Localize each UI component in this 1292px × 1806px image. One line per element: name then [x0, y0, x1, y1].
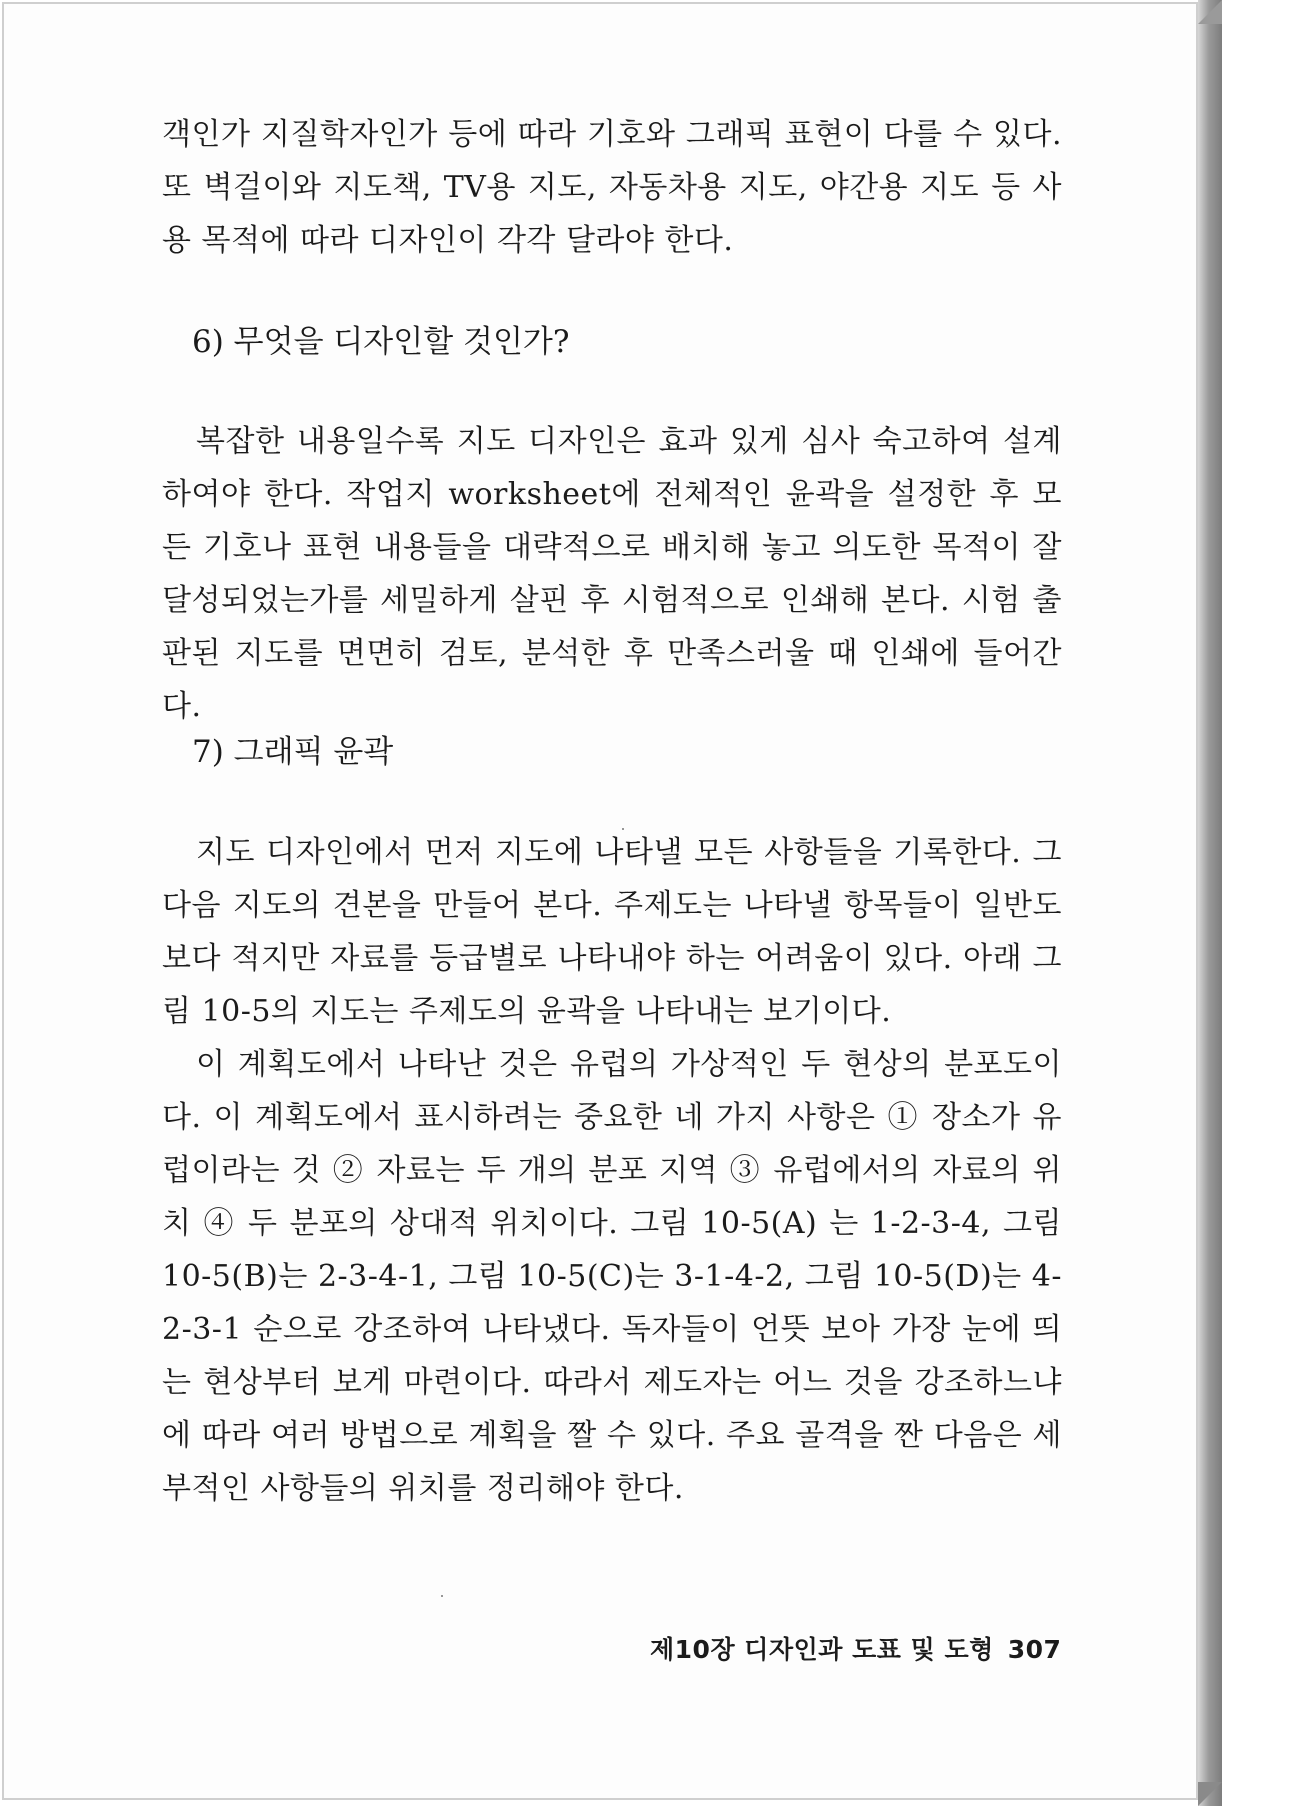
- section-7-paragraph-1: 지도 디자인에서 먼저 지도에 나타낼 모든 사항들을 기록한다. 그 다음 지도의 견본을 만들어 본다. 주제도는 나타낼 항목들이 일반도보다 적지만 자료를 등급별로 나타내야 하는 어려움이 있다. 아래 그림 10-5의 지도는 주제도의 윤곽을 나타내는 보기이다.: [162, 835, 1062, 1029]
- section-6-paragraph: 복잡한 내용일수록 지도 디자인은 효과 있게 심사 숙고하여 설계하여야 한다. 작업지 worksheet에 전체적인 윤곽을 설정한 후 모든 기호나 표현 내용들을 대략적으로 배치해 놓고 의도한 목적이 잘 달성되었는가를 세밀하게 살핀 후 시험적으로 인쇄해 본다. 시험 출판된 지도를 면면히 검토, 분석한 후 만족스러울 때 인쇄에 들어간다.: [162, 424, 1062, 724]
- print-speck: [441, 1595, 443, 1597]
- section-6-text-block: [162, 415, 1062, 733]
- section-6-heading: 6) 무엇을 디자인할 것인가?: [192, 324, 570, 360]
- page-stack-edge: [1198, 0, 1222, 1806]
- chapter-title: 제10장 디자인과 도표 및 도형: [650, 1635, 994, 1664]
- section-7-paragraph-2: 이 계획도에서 나타난 것은 유럽의 가상적인 두 현상의 분포도이다. 이 계획도에서 표시하려는 중요한 네 가지 사항은 ① 장소가 유럽이라는 것 ② 자료는 두 개의 분포 지역 ③ 유럽에서의 자료의 위치 ④ 두 분포의 상대적 위치이다. 그림 10-5(A) 는 1-2-3-4, 그림 10-5(B)는 2-3-4-1, 그림 10-5(C)는 3-1-4-2, 그림 10-5(D)는 4-2-3-1 순으로 강조하여 나타냈다. 독자들이 언뜻 보아 가장 눈에 띄는 현상부터 보게 마련이다. 따라서 제도자는 어느 것을 강조하느냐에 따라 여러 방법으로 계획을 짤 수 있다. 주요 골격을 짠 다음은 세부적인 사항들의 위치를 정리해야 한다.: [162, 1047, 1062, 1506]
- section-7-text-block: [162, 826, 1062, 1515]
- page-footer: [650, 1630, 1061, 1666]
- page-number: 307: [1007, 1635, 1062, 1664]
- intro-text-block: [162, 108, 1062, 267]
- page-edge-corner-bottom: [1198, 1782, 1222, 1806]
- page-edge-corner-top: [1198, 0, 1222, 24]
- section-7-heading: 7) 그래픽 윤곽: [192, 734, 394, 770]
- intro-paragraph: 객인가 지질학자인가 등에 따라 기호와 그래픽 표현이 다를 수 있다. 또 벽걸이와 지도책, TV용 지도, 자동차용 지도, 야간용 지도 등 사용 목적에 따라 디자인이 각각 달라야 한다.: [162, 117, 1062, 258]
